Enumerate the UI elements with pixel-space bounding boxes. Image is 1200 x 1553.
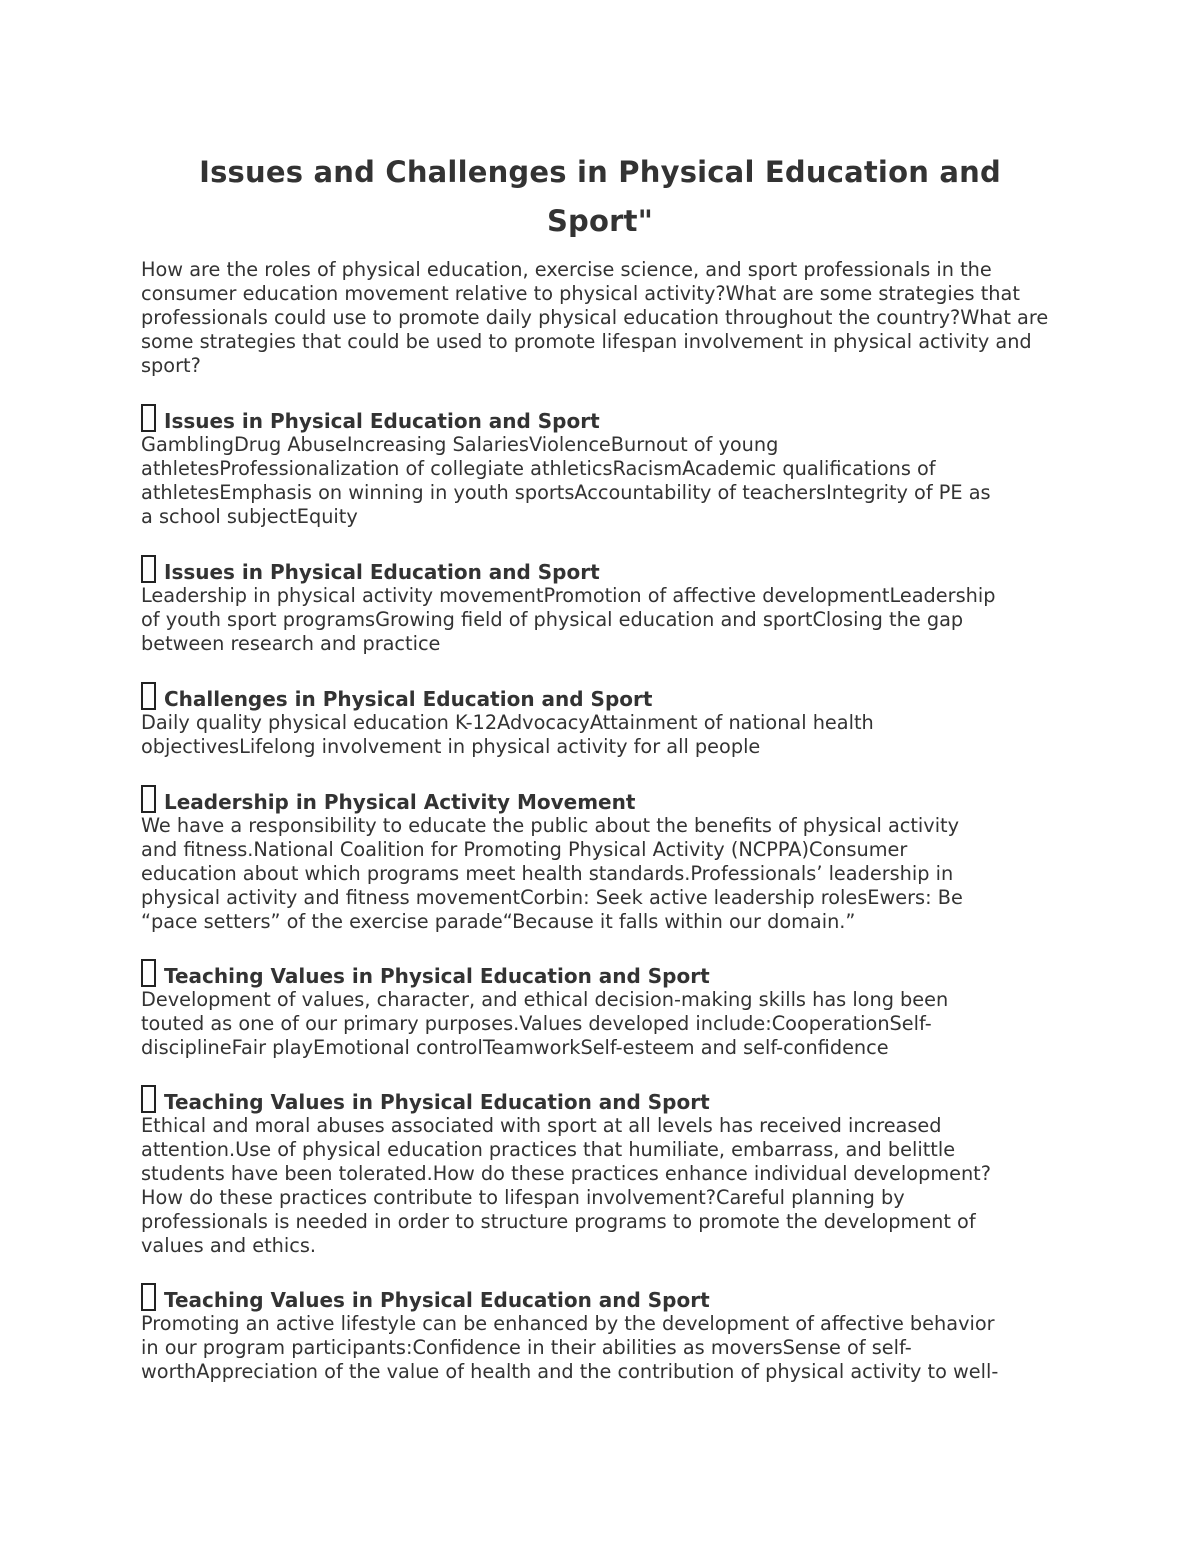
section-title: Teaching Values in Physical Education and Sport — [164, 1090, 710, 1114]
body-line: disciplineFair playEmotional controlTeamworkSelf-esteem and self-confidence — [141, 1036, 889, 1059]
body-line: Promoting an active lifestyle can be enhanced by the development of affective behavior — [141, 1312, 995, 1335]
body-line: physical activity and fitness movementCorbin: Seek active leadership rolesEwers: Be — [141, 886, 963, 909]
body-line: Development of values, character, and ethical decision-making skills has long been — [141, 988, 949, 1011]
section-issues-1 — [141, 398, 1059, 529]
body-line: Leadership in physical activity movementPromotion of affective developmentLeadership — [141, 584, 996, 607]
section-heading — [141, 1079, 1059, 1114]
section-challenges — [141, 676, 1059, 759]
section-values-1 — [141, 953, 1059, 1060]
section-leadership — [141, 779, 1059, 934]
body-line: Ethical and moral abuses associated with sport at all levels has received increased — [141, 1114, 942, 1137]
body-line: of youth sport programsGrowing field of physical education and sportClosing the gap — [141, 608, 964, 631]
missing-glyph-icon — [141, 1283, 156, 1311]
section-body — [141, 433, 1059, 529]
missing-glyph-icon — [141, 555, 156, 583]
body-line: education about which programs meet health standards.Professionals’ leadership in — [141, 862, 954, 885]
body-line: between research and practice — [141, 632, 441, 655]
section-title: Challenges in Physical Education and Sport — [164, 687, 653, 711]
section-values-2 — [141, 1079, 1059, 1258]
section-title: Teaching Values in Physical Education and Sport — [164, 964, 710, 988]
section-title: Leadership in Physical Activity Movement — [164, 790, 636, 814]
body-line: touted as one of our primary purposes.Values developed include:CooperationSelf- — [141, 1012, 932, 1035]
body-line: and fitness.National Coalition for Promoting Physical Activity (NCPPA)Consumer — [141, 838, 908, 861]
title-line-2: Sport" — [546, 204, 654, 238]
body-line: “pace setters” of the exercise parade“Because it falls within our domain.” — [141, 910, 856, 933]
title-line-1: Issues and Challenges in Physical Education and — [199, 155, 1001, 189]
section-title: Issues in Physical Education and Sport — [164, 409, 600, 433]
section-body — [141, 988, 1059, 1060]
body-line: We have a responsibility to educate the public about the benefits of physical activity — [141, 814, 960, 837]
section-values-3 — [141, 1277, 1059, 1384]
section-heading — [141, 779, 1059, 814]
body-line: GamblingDrug AbuseIncreasing SalariesViolenceBurnout of young — [141, 433, 779, 456]
section-body — [141, 1312, 1059, 1384]
intro-paragraph: How are the roles of physical education, exercise science, and sport professionals in the consumer education movement relative to physical activity?What are some strategies that professionals could use to promote daily physical education throughout the country?What are some strategies that could be used to promote lifespan involvement in physical activity and sport? — [141, 258, 1049, 377]
section-heading — [141, 953, 1059, 988]
body-line: How do these practices contribute to lifespan involvement?Careful planning by — [141, 1186, 905, 1209]
document-page — [141, 148, 1059, 1384]
section-issues-2 — [141, 549, 1059, 656]
body-line: athletesProfessionalization of collegiate athleticsRacismAcademic qualifications of — [141, 457, 936, 480]
body-line: in our program participants:Confidence in their abilities as moversSense of self- — [141, 1336, 912, 1359]
section-title: Teaching Values in Physical Education and Sport — [164, 1288, 710, 1312]
section-title: Issues in Physical Education and Sport — [164, 560, 600, 584]
missing-glyph-icon — [141, 404, 156, 432]
body-line: students have been tolerated.How do these practices enhance individual development? — [141, 1162, 991, 1185]
missing-glyph-icon — [141, 1085, 156, 1113]
body-line: athletesEmphasis on winning in youth sportsAccountability of teachersIntegrity of PE as — [141, 481, 991, 504]
section-heading — [141, 549, 1059, 584]
body-line: attention.Use of physical education practices that humiliate, embarrass, and belittle — [141, 1138, 956, 1161]
missing-glyph-icon — [141, 785, 156, 813]
section-body — [141, 1114, 1059, 1258]
document-title — [141, 148, 1059, 246]
section-heading — [141, 398, 1059, 433]
body-line: values and ethics. — [141, 1234, 317, 1257]
section-heading — [141, 1277, 1059, 1312]
section-body — [141, 711, 1059, 759]
body-line: a school subjectEquity — [141, 505, 358, 528]
body-line: professionals is needed in order to structure programs to promote the development of — [141, 1210, 976, 1233]
missing-glyph-icon — [141, 682, 156, 710]
section-body — [141, 584, 1059, 656]
body-line: Daily quality physical education K-12AdvocacyAttainment of national health — [141, 711, 874, 734]
section-heading — [141, 676, 1059, 711]
missing-glyph-icon — [141, 959, 156, 987]
body-line: worthAppreciation of the value of health and the contribution of physical activity to well- — [141, 1360, 999, 1383]
section-body — [141, 814, 1059, 934]
body-line: objectivesLifelong involvement in physical activity for all people — [141, 735, 761, 758]
